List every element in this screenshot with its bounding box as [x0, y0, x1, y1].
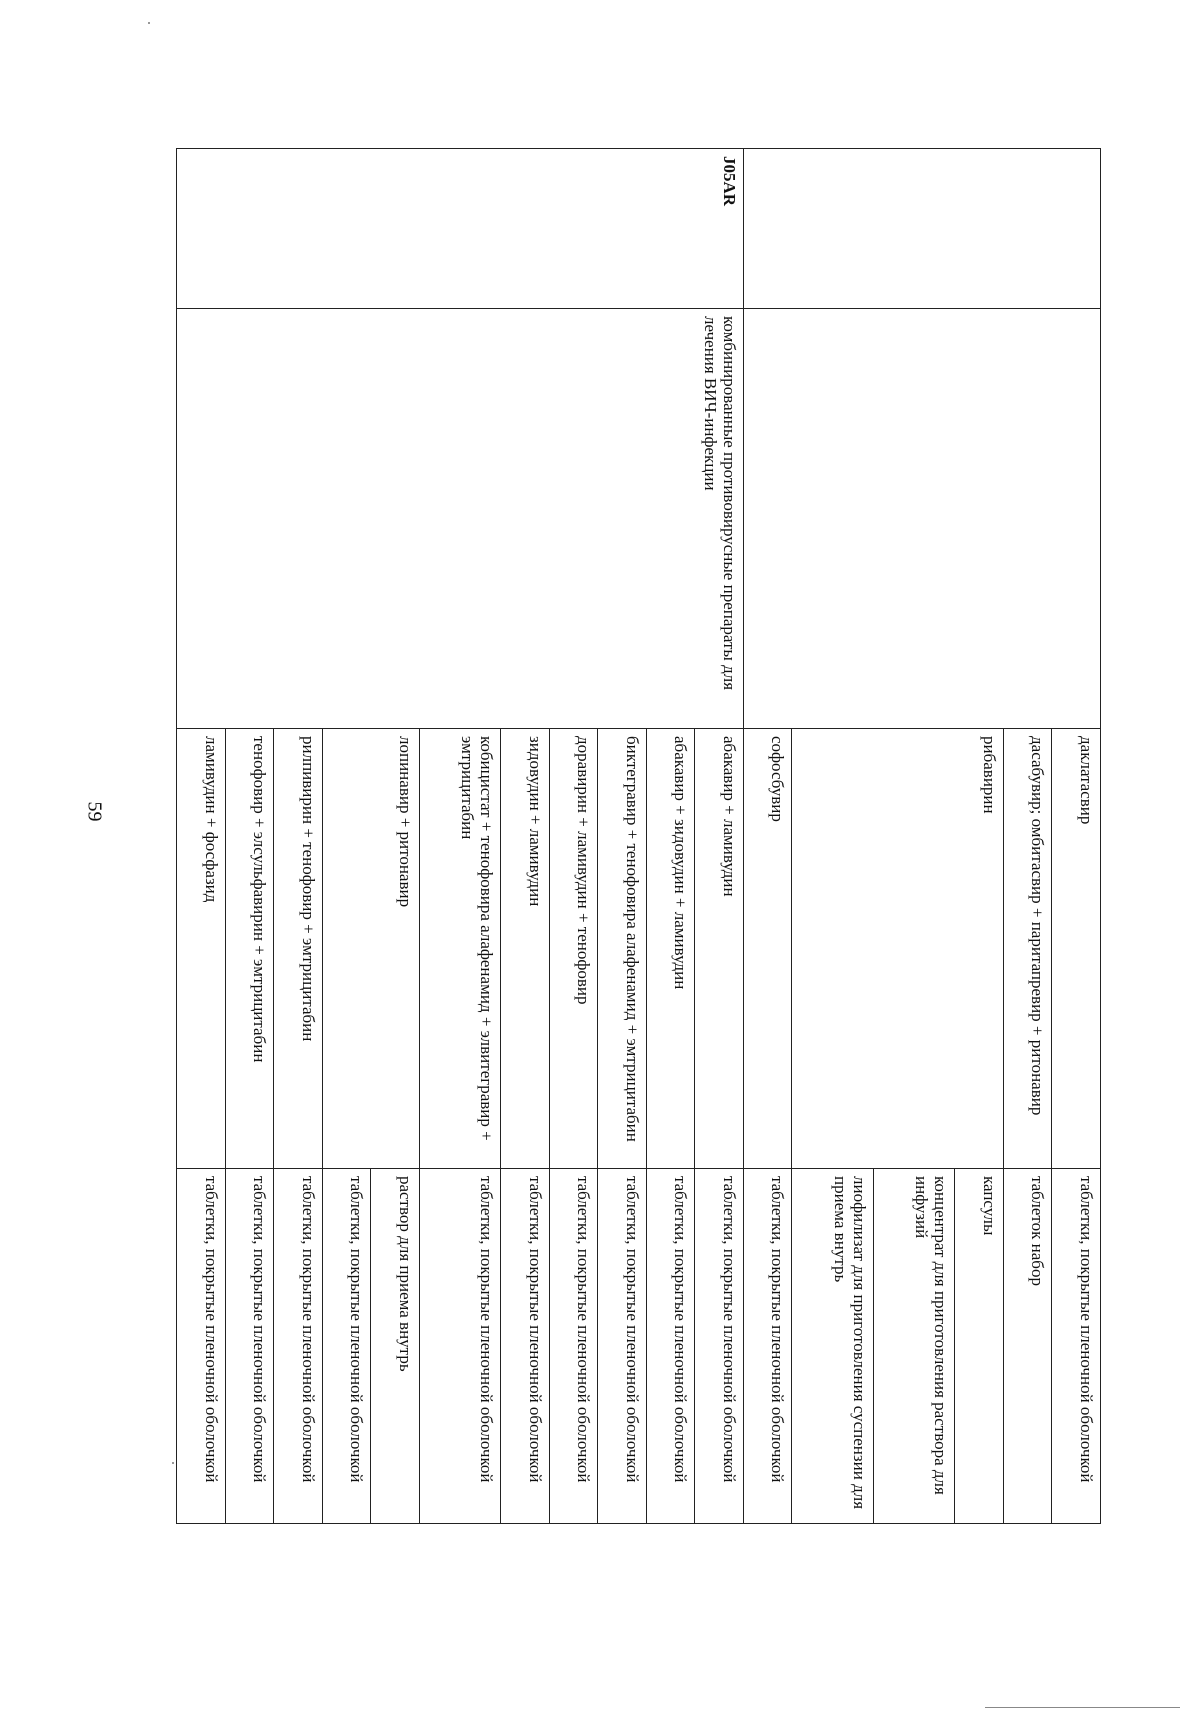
drug-name-cell: тенофовир + элсульфавирин + эмтрицитабин: [225, 728, 274, 1168]
drug-name-cell: софосбувир: [743, 728, 792, 1168]
dosage-form-cell: таблетки, покрытые пленочной оболочкой: [646, 1168, 695, 1523]
scan-speck: [148, 22, 150, 24]
drug-name-cell: зидовудин + ламивудин: [500, 728, 549, 1168]
dosage-form-cell: раствор для приема внутрь: [370, 1168, 419, 1523]
dosage-form-cell: таблетки, покрытые пленочной оболочкой: [694, 1168, 743, 1523]
dosage-form-cell: таблетки, покрытые пленочной оболочкой: [419, 1168, 500, 1523]
table-body: [176, 148, 1100, 1523]
drug-name-cell: ламивудин + фосфазид: [176, 728, 225, 1168]
drug-name-cell: рилпивирин + тенофовир + эмтрицитабин: [273, 728, 322, 1168]
drug-name-cell: дасабувир; омбитасвир + паритапревир + ритонавир: [1003, 728, 1052, 1168]
dosage-form-cell: таблетки, покрытые пленочной оболочкой: [322, 1168, 371, 1523]
dosage-form-cell: таблетки, покрытые пленочной оболочкой: [549, 1168, 598, 1523]
dosage-form-cell: таблетки, покрытые пленочной оболочкой: [597, 1168, 646, 1523]
medications-table: [176, 148, 1101, 1524]
drug-name-cell: даклатасвир: [1051, 728, 1100, 1168]
dosage-form-cell: таблетки, покрытые пленочной оболочкой: [1051, 1168, 1100, 1523]
dosage-form-cell: таблетки, покрытые пленочной оболочкой: [743, 1168, 792, 1523]
drug-name-cell: кобицистат + тенофовира алафенамид + элвитегравир + эмтрицитабин: [419, 728, 500, 1168]
dosage-form-cell: таблетки, покрытые пленочной оболочкой: [273, 1168, 322, 1523]
page-number: 59: [83, 801, 106, 822]
dosage-form-cell: лиофилизат для приготовления суспензии для приема внутрь: [791, 1168, 872, 1523]
table-row: [694, 148, 743, 1523]
footer-rule: [985, 1707, 1180, 1708]
drug-name-cell: абакавир + ламивудин: [694, 728, 743, 1168]
drug-name-cell: доравирин + ламивудин + тенофовир: [549, 728, 598, 1168]
drug-name-cell: биктегравир + тенофовира алафенамид + эмтрицитабин: [597, 728, 646, 1168]
dosage-form-cell: капсулы: [954, 1168, 1003, 1523]
dosage-form-cell: таблетки, покрытые пленочной оболочкой: [225, 1168, 274, 1523]
group-name-cell: комбинированные противовирусные препараты для лечения ВИЧ-инфекции: [176, 308, 743, 728]
atc-code-cell-empty: [743, 148, 1100, 308]
drug-name-cell: рибавирин: [791, 728, 1003, 1168]
scan-speck: [172, 1462, 174, 1464]
group-name-cell-empty: [743, 308, 1100, 728]
drug-name-cell: лопинавир + ритонавир: [322, 728, 419, 1168]
dosage-form-cell: таблетки, покрытые пленочной оболочкой: [176, 1168, 225, 1523]
dosage-form-cell: таблеток набор: [1003, 1168, 1052, 1523]
dosage-form-cell: концентрат для приготовления раствора для инфузий: [873, 1168, 954, 1523]
document-table-rotated: [176, 148, 1101, 1523]
table-row: [1051, 148, 1100, 1523]
dosage-form-cell: таблетки, покрытые пленочной оболочкой: [500, 1168, 549, 1523]
drug-name-cell: абакавир + зидовудин + ламивудин: [646, 728, 695, 1168]
atc-code-cell: J05AR: [176, 148, 743, 308]
